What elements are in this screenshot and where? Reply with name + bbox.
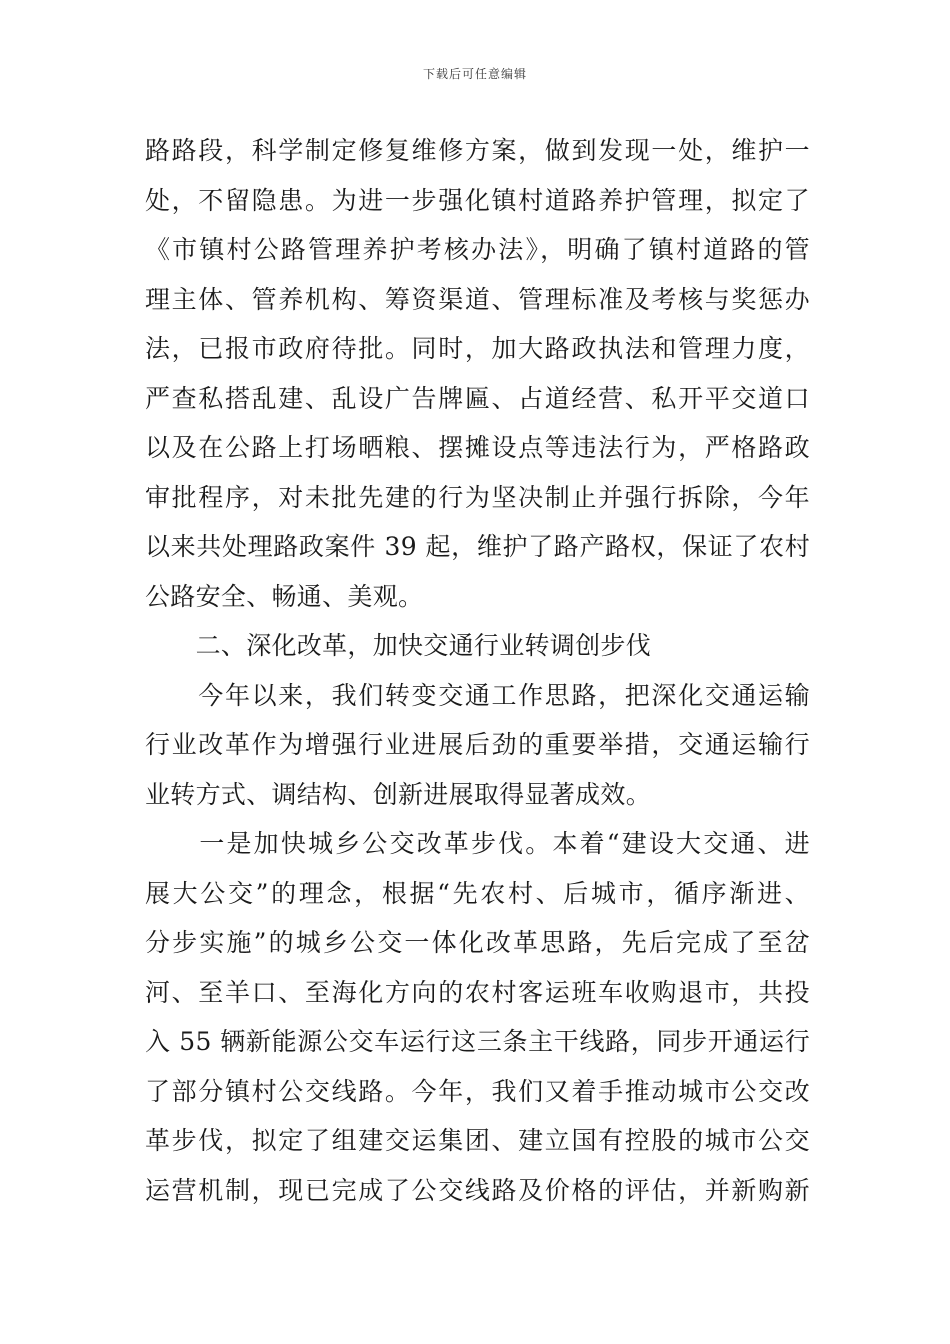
text-line: 一是加快城乡公交改革步伐。本着“建设大交通、进 <box>145 829 810 858</box>
section-heading: 二、深化改革，加快交通行业转调创步伐 <box>145 631 652 660</box>
text-line: 以来共处理路政案件 39 起，维护了路产路权，保证了农村 <box>145 532 810 561</box>
text-line: 了部分镇村公交线路。今年，我们又着手推动城市公交改 <box>145 1076 810 1106</box>
text-line: 分步实施”的城乡公交一体化改革思路，先后完成了至岔 <box>145 928 810 957</box>
text-line: 《市镇村公路管理养护考核办法》，明确了镇村道路的管 <box>145 235 810 264</box>
text-line: 河、至羊口、至海化方向的农村客运班车收购退市，共投 <box>145 977 810 1007</box>
document-body <box>145 126 810 1215</box>
text-line: 运营机制，现已完成了公交线路及价格的评估，并新购新 <box>145 1175 810 1205</box>
text-line: 展大公交”的理念，根据“先农村、后城市，循序渐进、 <box>145 878 810 908</box>
page-header: 下载后可任意编辑 <box>422 67 527 81</box>
text-line: 理主体、管养机构、筹资渠道、管理标准及考核与奖惩办 <box>145 284 810 314</box>
text-line: 审批程序，对未批先建的行为坚决制止并强行拆除，今年 <box>145 482 810 512</box>
text-line: 路路段，科学制定修复维修方案，做到发现一处，维护一 <box>145 136 810 165</box>
text-line: 入 55 辆新能源公交车运行这三条主干线路，同步开通运行 <box>145 1027 810 1056</box>
text-line: 以及在公路上打场晒粮、摆摊设点等违法行为，严格路政 <box>145 433 810 462</box>
text-line: 严查私搭乱建、乱设广告牌匾、占道经营、私开平交道口 <box>145 383 810 413</box>
text-line: 处，不留隐患。为进一步强化镇村道路养护管理，拟定了 <box>145 185 810 215</box>
text-line: 今年以来，我们转变交通工作思路，把深化交通运输 <box>145 680 810 710</box>
text-line: 革步伐，拟定了组建交运集团、建立国有控股的城市公交 <box>145 1126 810 1155</box>
text-line: 行业改革作为增强行业进展后劲的重要举措，交通运输行 <box>145 730 810 759</box>
text-line: 法，已报市政府待批。同时，加大路政执法和管理力度， <box>145 334 810 363</box>
text-line: 业转方式、调结构、创新进展取得显著成效。 <box>145 779 652 809</box>
text-line: 公路安全、畅通、美观。 <box>145 581 424 611</box>
